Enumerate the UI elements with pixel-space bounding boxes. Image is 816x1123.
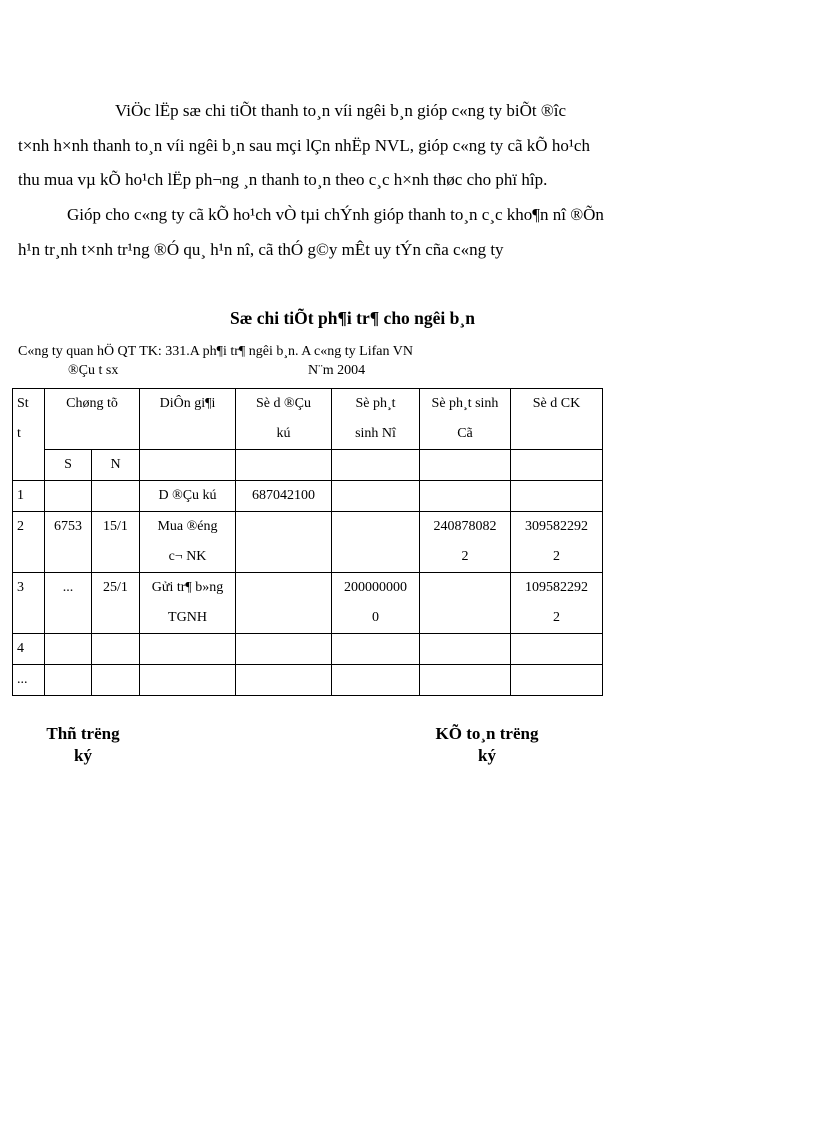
signature-accountant-sign: ký (478, 746, 496, 765)
paragraph1-line3: thu mua vµ kÕ ho¹ch lËp ph¬ng ¸n thanh to¸n theo c¸c h×nh thøc cho phï hîp. (18, 170, 548, 189)
cell-so-du-dau (236, 634, 332, 665)
signature-chief-accountant (428, 723, 546, 767)
table-cell (332, 450, 420, 481)
cell-dien-giai: Gửi tr¶ b»ng TGNH (140, 573, 236, 634)
cell-dien-giai: D ®Çu kú (140, 481, 236, 512)
cell-chung-tu-s: 6753 (45, 512, 92, 573)
cell-so-du-ck (511, 665, 603, 696)
table-cell (511, 450, 603, 481)
paragraph2-line2: h¹n tr¸nh t×nh tr¹ng ®Ó qu¸ h¹n nî, cã thÓ g©y mÊt uy tÝn cña c«ng ty (18, 240, 504, 259)
cell-ps-co: 240878082 2 (420, 512, 511, 573)
table-row (13, 573, 603, 634)
cell-stt: 4 (13, 634, 45, 665)
paragraph2-line1: Gióp cho c«ng ty cã kÕ ho¹ch vÒ tµi chÝnh gióp thanh to¸n c¸c kho¶n nî ®Õn (67, 205, 604, 224)
cell-chung-tu-n (92, 665, 140, 696)
cell-so-du-ck: 109582292 2 (511, 573, 603, 634)
cell-so-du-dau (236, 512, 332, 573)
cell-ps-no (332, 665, 420, 696)
cell-so-du-ck (511, 481, 603, 512)
table-row (13, 512, 603, 573)
cell-so-du-dau (236, 573, 332, 634)
ledger-body (13, 481, 603, 696)
table-header-row (13, 389, 603, 450)
signature-accountant-title: KÕ to¸n trëng (435, 724, 539, 743)
signature-director-title: Thñ trëng (46, 724, 120, 743)
subheader-s: S (45, 450, 92, 481)
ledger-meta-company: C«ng ty quan hÖ QT TK: 331.A ph¶i tr¶ ngêi b¸n. A c«ng ty Lifan VN (18, 344, 413, 359)
table-row (13, 665, 603, 696)
cell-ps-no (332, 634, 420, 665)
cell-stt: ... (13, 665, 45, 696)
cell-dien-giai (140, 665, 236, 696)
cell-ps-co (420, 665, 511, 696)
table-cell (140, 450, 236, 481)
cell-so-du-dau (236, 665, 332, 696)
cell-so-du-dau: 687042100 (236, 481, 332, 512)
cell-ps-co (420, 481, 511, 512)
header-dien-giai: DiÔn gi¶i (140, 389, 236, 450)
cell-ps-no (332, 512, 420, 573)
cell-so-du-ck: 309582292 2 (511, 512, 603, 573)
subheader-n: N (92, 450, 140, 481)
cell-stt: 2 (13, 512, 45, 573)
cell-ps-co (420, 573, 511, 634)
cell-chung-tu-n (92, 481, 140, 512)
cell-so-du-ck (511, 634, 603, 665)
cell-chung-tu-s: ... (45, 573, 92, 634)
cell-dien-giai (140, 634, 236, 665)
cell-chung-tu-n (92, 634, 140, 665)
header-chung-tu: Chøng tõ (45, 389, 140, 450)
table-row (13, 481, 603, 512)
cell-chung-tu-n: 15/1 (92, 512, 140, 573)
paragraph1-line2: t×nh h×nh thanh to¸n víi ngêi b¸n sau mçi lÇn nhËp NVL, gióp c«ng ty cã kÕ ho¹ch (18, 136, 590, 155)
paragraph1-line1: ViÖc lËp sæ chi tiÕt thanh to¸n víi ngêi b¸n gióp c«ng ty biÕt ®îc (115, 101, 567, 120)
cell-chung-tu-s (45, 634, 92, 665)
ledger-meta-year: N¨m 2004 (308, 363, 366, 378)
ledger-meta-purpose: ®Çu t sx (68, 363, 119, 378)
cell-chung-tu-s (45, 665, 92, 696)
cell-stt: 1 (13, 481, 45, 512)
signature-director-sign: ký (74, 746, 92, 765)
header-so-du-dau-ky: Sè d ®Çu kú (236, 389, 332, 450)
header-stt: St t (13, 389, 45, 481)
table-row (13, 634, 603, 665)
cell-stt: 3 (13, 573, 45, 634)
cell-chung-tu-n: 25/1 (92, 573, 140, 634)
cell-ps-no (332, 481, 420, 512)
header-so-phat-sinh-no: Sè ph¸t sinh Nî (332, 389, 420, 450)
cell-dien-giai: Mua ®éng c¬ NK (140, 512, 236, 573)
table-subheader-row (13, 450, 603, 481)
header-so-phat-sinh-co: Sè ph¸t sinh Cã (420, 389, 511, 450)
cell-ps-co (420, 634, 511, 665)
ledger-title: Sæ chi tiÕt ph¶i tr¶ cho ngêi b¸n (230, 308, 475, 328)
cell-ps-no: 200000000 0 (332, 573, 420, 634)
header-so-du-ck: Sè d CK (511, 389, 603, 450)
table-cell (420, 450, 511, 481)
signature-director (40, 723, 126, 767)
ledger-table (12, 388, 603, 696)
cell-chung-tu-s (45, 481, 92, 512)
table-cell (236, 450, 332, 481)
